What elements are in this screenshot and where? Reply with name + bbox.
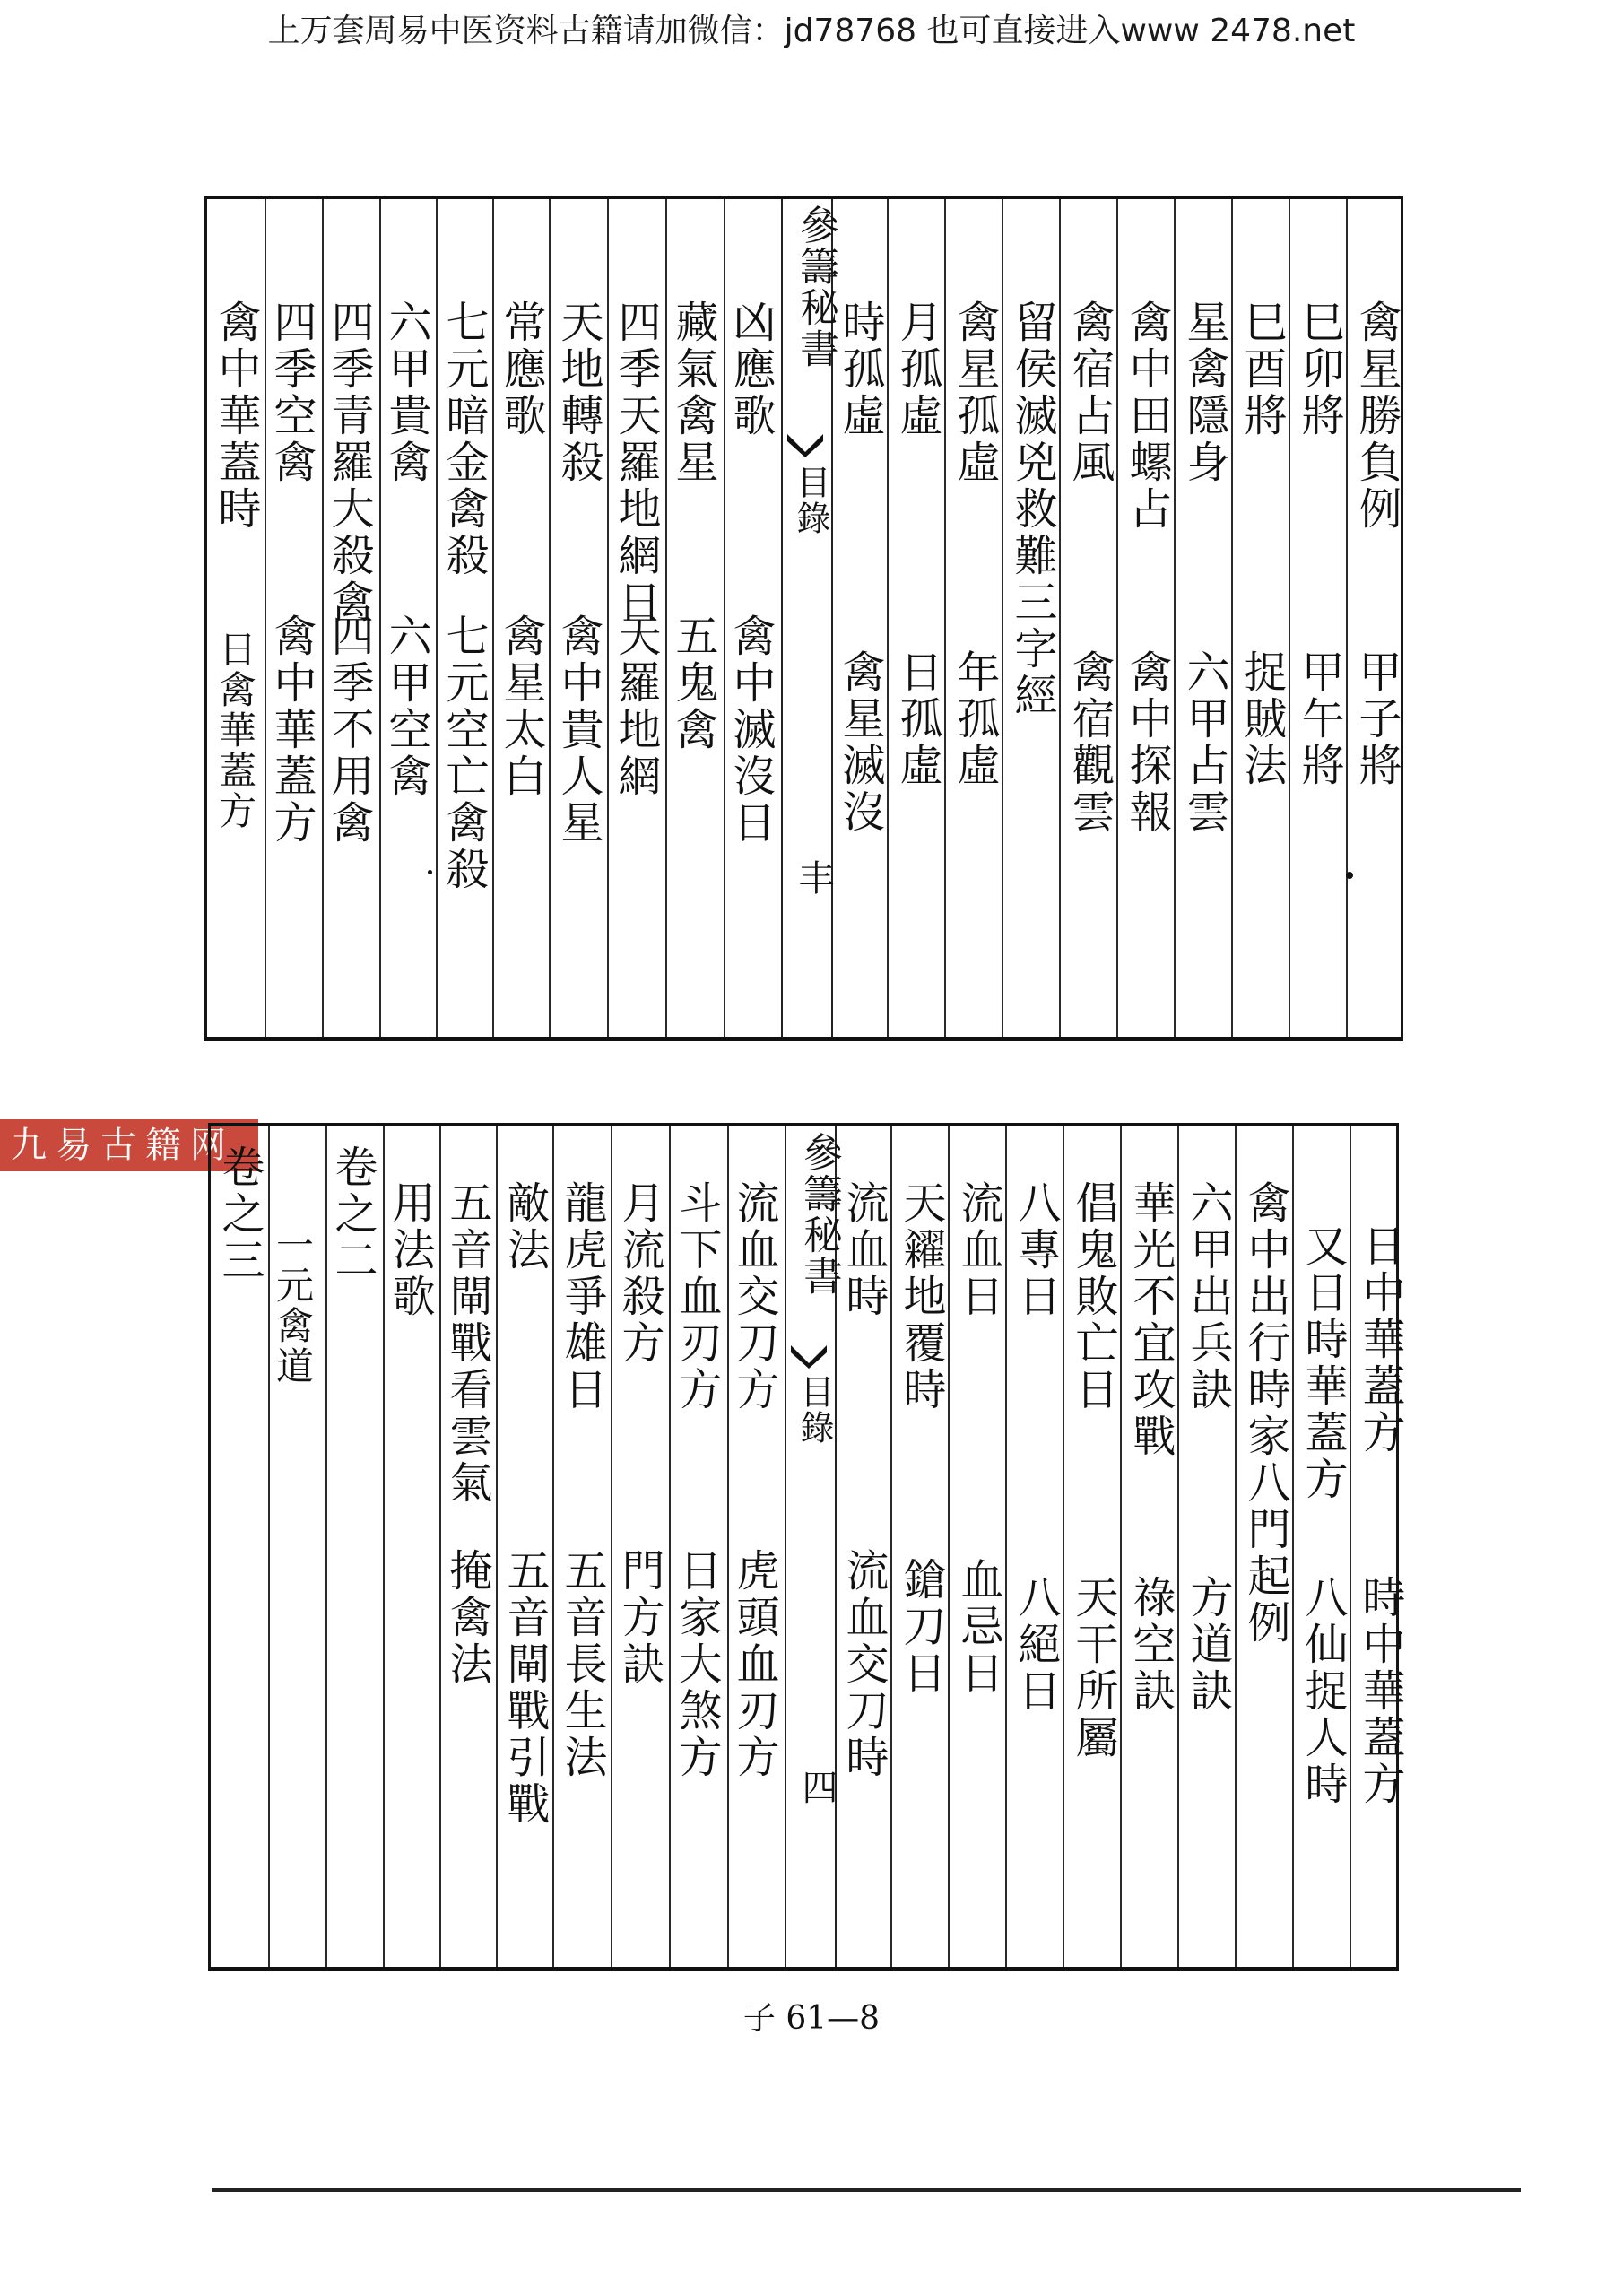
toc-entry: 禽星太白: [496, 613, 546, 800]
toc-entry: 四季青羅大殺禽: [324, 300, 374, 626]
toc-entry: 敵法: [499, 1180, 550, 1274]
toc-entry: 禽中探報: [1122, 649, 1172, 836]
toc-entry: 八專日: [1011, 1180, 1061, 1320]
page-number: 子 61—8: [742, 2000, 881, 2037]
toc-entry: 禽中華蓋時: [211, 300, 261, 533]
toc-entry: 天干所屬: [1068, 1575, 1118, 1761]
toc-entry: 卷之三: [214, 1144, 265, 1284]
toc-entry: 七元空亡禽殺: [438, 613, 489, 893]
toc-entry: 五音閘戰看雲氣: [442, 1180, 492, 1507]
toc-entry: 又日時華蓋方: [1298, 1223, 1348, 1503]
toc-entry: 日孤虛: [892, 649, 942, 789]
toc-entry: 禽星滅沒: [835, 649, 885, 836]
toc-entry: 凶應歌: [725, 300, 776, 439]
folio-title: 參籌秘書: [796, 1132, 842, 1297]
folio-title: 參籌秘書: [793, 204, 838, 370]
toc-entry: 虎頭血刃方: [729, 1548, 779, 1781]
toc-entry: 流血時: [838, 1180, 889, 1320]
folio-section: 目錄: [794, 1374, 834, 1446]
toc-entry: 龍虎爭雄日: [557, 1180, 607, 1413]
toc-entry: 禽中華蓋方: [266, 613, 317, 847]
toc-entry: 月孤虛: [892, 300, 942, 439]
toc-entry: 四季天羅地網日: [611, 300, 661, 626]
toc-entry: 禽宿觀雲: [1064, 649, 1115, 836]
toc-entry: 天地轉殺: [553, 300, 603, 486]
toc-entry: 禽中貴人星: [553, 613, 603, 847]
banner-text: 上万套周易中医资料古籍请加微信：jd78768 也可直接进入www 2478.net: [267, 13, 1356, 49]
watermark-logo: 九易古籍网: [0, 1119, 258, 1171]
toc-entry: 華光不宜攻戰: [1125, 1180, 1176, 1460]
toc-entry: 四季不用禽: [324, 613, 374, 847]
toc-entry: 日中華蓋方: [1355, 1223, 1405, 1457]
toc-entry: 方道訣: [1183, 1575, 1233, 1715]
scan-edge-line: [212, 2188, 1521, 2192]
toc-entry: 禽中滅沒日: [725, 613, 776, 847]
toc-entry: 禽星孤虛: [950, 300, 1000, 486]
toc-entry: 祿空訣: [1125, 1575, 1176, 1715]
fish-tail-mark-icon: [785, 430, 825, 457]
toc-entry: 門方訣: [614, 1548, 664, 1688]
toc-entry: 時中華蓋方: [1355, 1575, 1405, 1808]
folio-leaf: 丰: [793, 859, 834, 897]
toc-entry: 斗下血刃方: [672, 1180, 722, 1413]
toc-entry: 月流殺方: [614, 1180, 664, 1367]
toc-entry: 常應歌: [496, 300, 546, 439]
toc-entry: 五鬼禽: [668, 613, 718, 753]
toc-entry: 年孤虛: [950, 649, 1000, 789]
toc-entry: 捉賊法: [1237, 649, 1287, 789]
toc-entry: 六甲出兵訣: [1183, 1180, 1233, 1413]
ink-dot: [1346, 872, 1353, 879]
toc-entry: 用法歌: [385, 1180, 435, 1320]
fish-tail-mark-icon: [789, 1342, 829, 1369]
toc-entry: 禽宿占風: [1064, 300, 1115, 486]
folio-leaf: 四: [796, 1769, 838, 1806]
toc-entry: 血忌日: [953, 1557, 1003, 1697]
toc-entry: 天羅地網: [611, 613, 661, 800]
toc-entry: 禽中田螺占: [1122, 300, 1172, 533]
toc-entry: 流血交刀時: [838, 1548, 889, 1781]
toc-entry: 卷之二: [327, 1144, 378, 1284]
top-page: [204, 196, 1403, 1041]
toc-entry: 禽星勝負例: [1351, 300, 1402, 533]
toc-entry: 巳酉將: [1237, 300, 1287, 439]
folio-section: 目錄: [791, 465, 830, 536]
toc-entry: 日禽華蓋方: [213, 630, 257, 831]
toc-entry: 鎗刀日: [896, 1557, 946, 1697]
toc-entry: 一元禽道: [271, 1225, 315, 1387]
toc-entry: 禽中出行時家八門起例: [1240, 1180, 1290, 1647]
toc-entry: 流血日: [953, 1180, 1003, 1320]
toc-entry: 五音長生法: [557, 1548, 607, 1781]
bottom-page: [208, 1123, 1405, 1971]
toc-entry: 藏氣禽星: [668, 300, 718, 486]
toc-entry: 星禽隱身: [1179, 300, 1229, 486]
toc-entry: 時孤虛: [835, 300, 885, 439]
toc-entry: 八絕日: [1011, 1575, 1061, 1715]
toc-entry: 流血交刀方: [729, 1180, 779, 1413]
toc-entry: 留侯滅兇救難三字經: [1007, 300, 1057, 719]
toc-entry: 甲子將: [1351, 649, 1402, 789]
toc-entry: 五音閘戰引戰: [499, 1548, 550, 1828]
toc-entry: 六甲貴禽: [381, 300, 431, 486]
toc-entry: 倡鬼敗亡日: [1068, 1180, 1118, 1413]
toc-entry: 掩禽法: [442, 1548, 492, 1688]
ink-dot: [428, 870, 432, 874]
toc-entry: 六甲占雲: [1179, 649, 1229, 836]
toc-entry: 巳卯將: [1294, 300, 1344, 439]
toc-entry: 七元暗金禽殺: [438, 300, 489, 579]
toc-entry: 天糴地覆時: [896, 1180, 946, 1413]
toc-entry: 四季空禽: [266, 300, 317, 486]
toc-entry: 甲午將: [1294, 649, 1344, 789]
toc-entry: 八仙捉人時: [1298, 1575, 1348, 1808]
toc-entry: 日家大煞方: [672, 1548, 722, 1781]
toc-entry: 六甲空禽: [381, 613, 431, 800]
